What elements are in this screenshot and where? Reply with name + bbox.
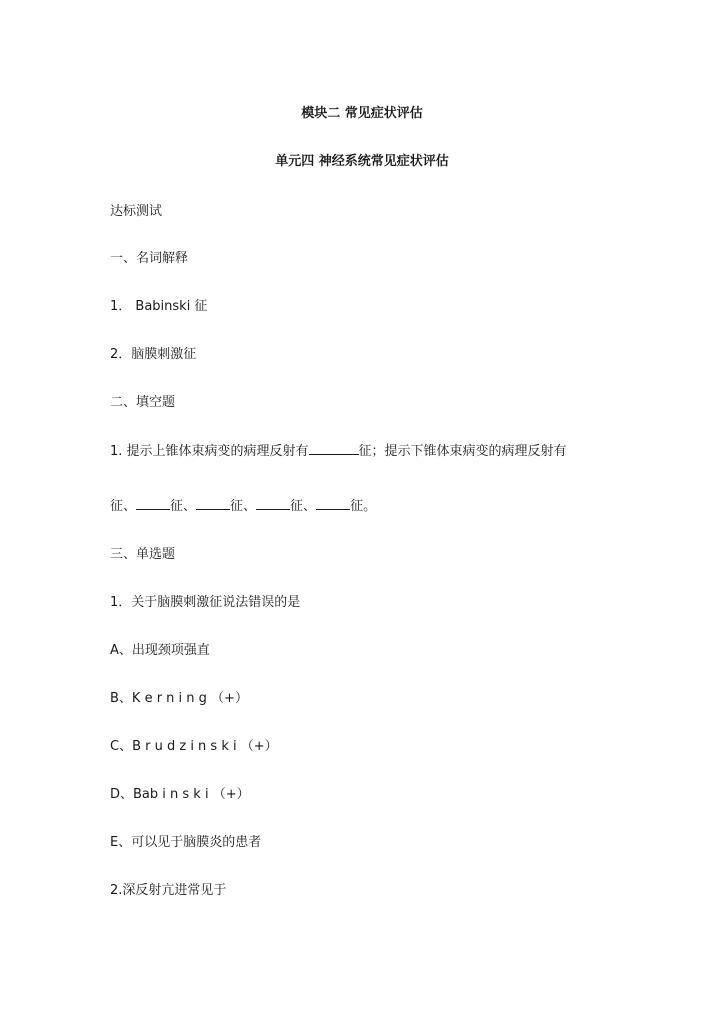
fill-blank	[136, 497, 170, 510]
document-title: 模块二 常见症状评估	[301, 106, 423, 121]
document-subtitle: 单元四 神经系统常见症状评估	[275, 154, 449, 169]
part1-heading: 一、名词解释	[110, 251, 189, 266]
part1-item-1: 1． Babinski 征	[110, 299, 208, 314]
option-e: E、可以见于脑膜炎的患者	[110, 835, 262, 850]
part2-heading: 二、填空题	[110, 395, 176, 410]
option-c: C、B r u d z i n s k i （+）	[110, 739, 278, 754]
q1-mid: 征；提示下锥体束病变的病理反射有	[358, 444, 567, 459]
part1-item-2: 2．脑膜刺激征	[110, 347, 197, 362]
section-header: 达标测试	[110, 204, 163, 219]
option-a: A、出现颈项强直	[110, 643, 210, 658]
fill-end: 征。	[350, 499, 377, 514]
fill-blank	[256, 497, 290, 510]
part3-heading: 三、单选题	[110, 547, 176, 562]
fill-blank	[196, 497, 230, 510]
part3-question-1: 1．关于脑膜刺激征说法错误的是	[110, 595, 301, 610]
fill-separator: 征、	[290, 499, 317, 514]
part2-question-1-line-1	[110, 442, 567, 461]
option-d: D、Bab i n s k i （+）	[110, 787, 250, 802]
part2-question-1-line-2	[110, 497, 376, 516]
fill-separator: 征、	[170, 499, 197, 514]
fill-blank	[309, 442, 359, 455]
q1-line2-start: 征、	[110, 499, 137, 514]
fill-separator: 征、	[230, 499, 257, 514]
q1-prefix: 1. 提示上锥体束病变的病理反射有	[110, 444, 309, 459]
option-b: B、K e r n i n g （+）	[110, 691, 248, 706]
part3-question-2: 2.深反射亢进常见于	[110, 883, 227, 898]
fill-blank	[316, 497, 350, 510]
